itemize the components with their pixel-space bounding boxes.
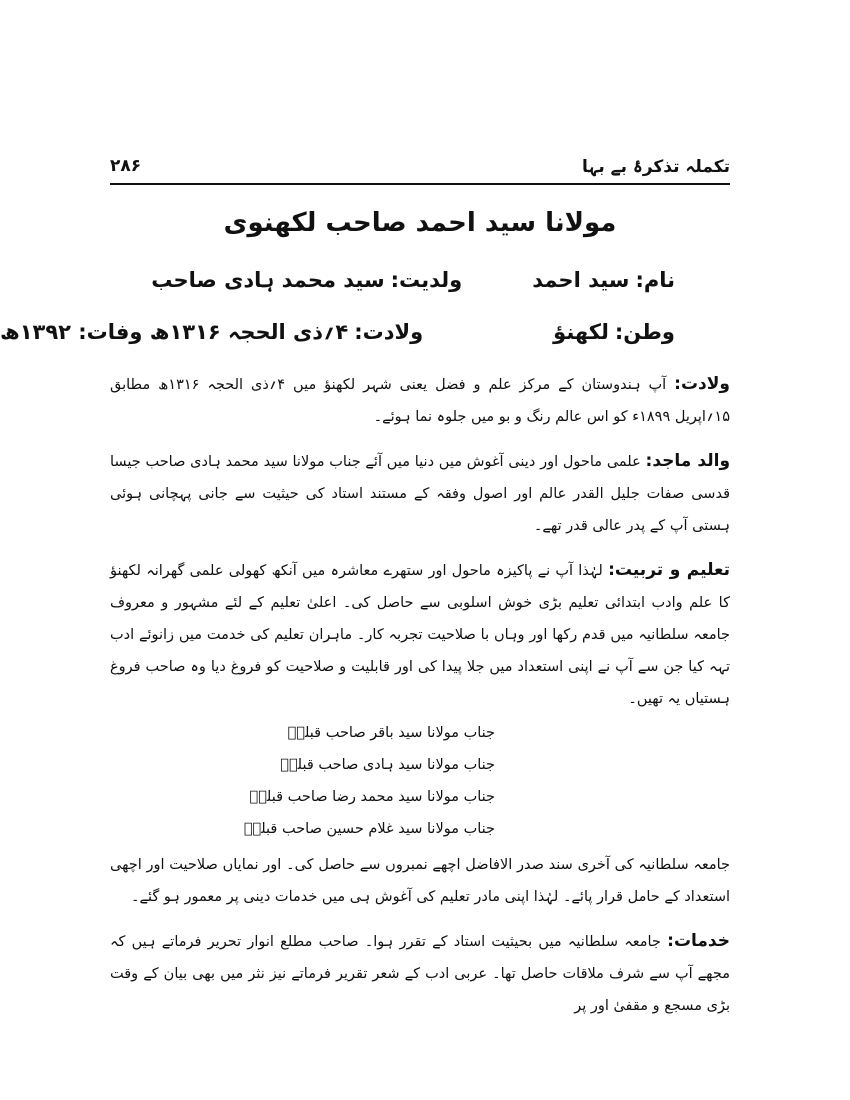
article-body (110, 368, 730, 1034)
birth-death-label: ولادت: (354, 320, 424, 344)
article-title: مولانا سید احمد صاحب لکھنوی (223, 208, 617, 238)
services-heading: خدمات: (667, 931, 731, 951)
services-paragraph (110, 925, 730, 1022)
name-label: نام: (635, 268, 675, 292)
education-heading: تعلیم و تربیت: (608, 560, 730, 580)
services-text: جامعہ سلطانیہ میں بحیثیت استاد کے تقرر ہوا۔ صاحب مطلع انوار تحریر فرماتے ہیں کہ مجھے آپ سے شرف ملاقات حاصل تھا۔ عربی ادب کے شعر تقریر فرماتے نیز نثر میں بھی بیان کے وقت بڑی مسجع و مقفیٰ اور پر (110, 934, 730, 1014)
birth-death-value: ۴؍ذی الحجہ ۱۳۱۶ھ وفات: ۱۳۹۲ھ (0, 320, 349, 344)
name-value: سید احمد (532, 268, 630, 292)
birth-paragraph (110, 368, 730, 433)
teachers-list (110, 717, 730, 845)
name-parentage-line (115, 268, 675, 292)
homeland-label: وطن: (614, 320, 675, 344)
teacher-item: جناب مولانا سید ہادی صاحب قبلہؒ (280, 757, 495, 773)
education-paragraph (110, 554, 730, 715)
graduation-paragraph (110, 849, 730, 913)
header-rule (110, 183, 730, 185)
teacher-item: جناب مولانا سید غلام حسین صاحب قبلہؒ (243, 821, 495, 837)
father-text: علمی ماحول اور دینی آغوش میں دنیا میں آئے جناب مولانا سید محمد ہادی صاحب جیسا قدسی صفات جلیل القدر عالم اور اصول وفقہ کے مستند استاد کی حیثیت سے جانی پہچانی ہوئی ہستی آپ کے پدر عالی قدر تھے۔ (110, 454, 730, 534)
teacher-item: جناب مولانا سید باقر صاحب قبلہؒ (287, 725, 495, 741)
birth-heading: ولادت: (674, 374, 730, 394)
birth-text: آپ ہندوستان کے مرکز علم و فضل یعنی شہر لکھنؤ میں ۴؍ذی الحجہ ۱۳۱۶ھ مطابق ۱۵؍اپریل ۱۸۹۹ء کو اس عالم رنگ و بو میں جلوہ نما ہوئے۔ (110, 377, 730, 425)
parentage-label: ولدیت: (390, 268, 463, 292)
father-heading: والد ماجد: (645, 451, 731, 471)
homeland-dates-line (0, 320, 675, 344)
running-head-title: تکملہ تذکرۂ بے بہا (581, 157, 730, 177)
teacher-item: جناب مولانا سید محمد رضا صاحب قبلہؒ (249, 789, 495, 805)
education-text: لہٰذا آپ نے پاکیزہ ماحول اور ستھرے معاشرہ میں آنکھ کھولی علمی گھرانہ لکھنؤ کا علم وادب ابتدائی تعلیم بڑی خوش اسلوبی سے حاصل کی۔ اعلیٰ تعلیم کے لئے مشہور و معروف جامعہ سلطانیہ میں قدم رکھا اور وہاں با صلاحیت تجربہ کار۔ ماہران تعلیم کی خدمت میں زانوئے ادب تہہ کیا جن سے آپ نے اپنی استعداد میں جلا پیدا کی اور قابلیت و صلاحیت کو فروغ دیا وہ صاحب فروغ ہستیاں یہ تھیں۔ (110, 563, 730, 707)
homeland-value: لکھنؤ (553, 320, 609, 344)
parentage-value: سید محمد ہادی صاحب (151, 268, 385, 292)
father-paragraph (110, 445, 730, 542)
page-number: ۲۸۶ (110, 156, 142, 176)
graduation-text: جامعہ سلطانیہ کی آخری سند صدر الافاضل اچھے نمبروں سے حاصل کی۔ اور نمایاں صلاحیت اور اچھی استعداد کے حامل قرار پائے۔ لہٰذا اپنی مادر تعلیم کی آغوش ہی میں خدمات دینی پر معمور ہو گئے۔ (110, 857, 730, 905)
running-head (110, 154, 730, 184)
